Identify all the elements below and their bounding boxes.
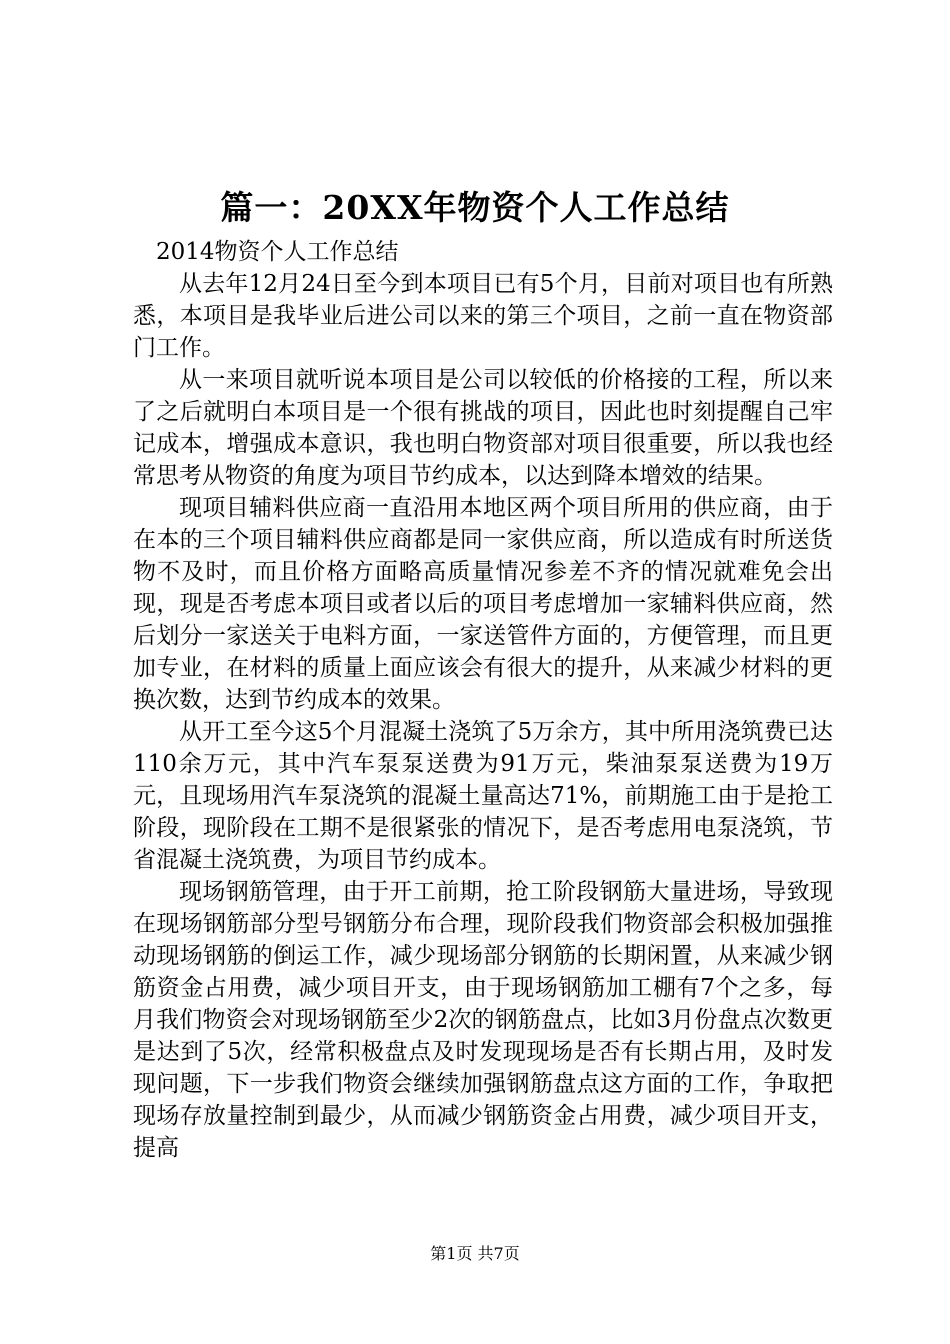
document-body xyxy=(133,236,833,1164)
document-subtitle: 2014物资个人工作总结 xyxy=(156,239,399,265)
paragraph-1: 从去年12月24日至今到本项目已有5个月，目前对项目也有所熟悉，本项目是我毕业后进公司以来的第三个项目，之前一直在物资部门工作。 xyxy=(133,271,833,361)
page-footer: 第1页 共7页 xyxy=(430,1244,520,1263)
paragraph-3: 现项目辅料供应商一直沿用本地区两个项目所用的供应商，由于在本的三个项目辅料供应商都是同一家供应商，所以造成有时所送货物不及时，而且价格方面略高质量情况参差不齐的情况就难免会出现，现是否考虑本项目或者以后的项目考虑增加一家辅料供应商，然后划分一家送关于电料方面，一家送管件方面的，方便管理，而且更加专业，在材料的质量上面应该会有很大的提升，从来减少材料的更换次数，达到节约成本的效果。 xyxy=(133,495,833,713)
document-title: 篇一：20XX年物资个人工作总结 xyxy=(220,188,730,227)
paragraph-4: 从开工至今这5个月混凝土浇筑了5万余方，其中所用浇筑费已达110余万元，其中汽车泵泵送费为91万元，柴油泵泵送费为19万元，且现场用汽车泵浇筑的混凝土量高达71%，前期施工由于是抢工阶段，现阶段在工期不是很紧张的情况下，是否考虑用电泵浇筑，节省混凝土浇筑费，为项目节约成本。 xyxy=(133,719,833,873)
paragraph-5: 现场钢筋管理，由于开工前期，抢工阶段钢筋大量进场，导致现在现场钢筋部分型号钢筋分布合理，现阶段我们物资部会积极加强推动现场钢筋的倒运工作，减少现场部分钢筋的长期闲置，从来减少钢筋资金占用费，减少项目开支，由于现场钢筋加工棚有7个之多，每月我们物资会对现场钢筋至少2次的钢筋盘点，比如3月份盘点次数更是达到了5次，经常积极盘点及时发现现场是否有长期占用，及时发现问题，下一步我们物资会继续加强钢筋盘点这方面的工作，争取把现场存放量控制到最少，从而减少钢筋资金占用费，减少项目开支，提高 xyxy=(133,879,833,1161)
paragraph-2: 从一来项目就听说本项目是公司以较低的价格接的工程，所以来了之后就明白本项目是一个很有挑战的项目，因此也时刻提醒自己牢记成本，增强成本意识，我也明白物资部对项目很重要，所以我也经常思考从物资的角度为项目节约成本，以达到降本增效的结果。 xyxy=(133,367,833,489)
